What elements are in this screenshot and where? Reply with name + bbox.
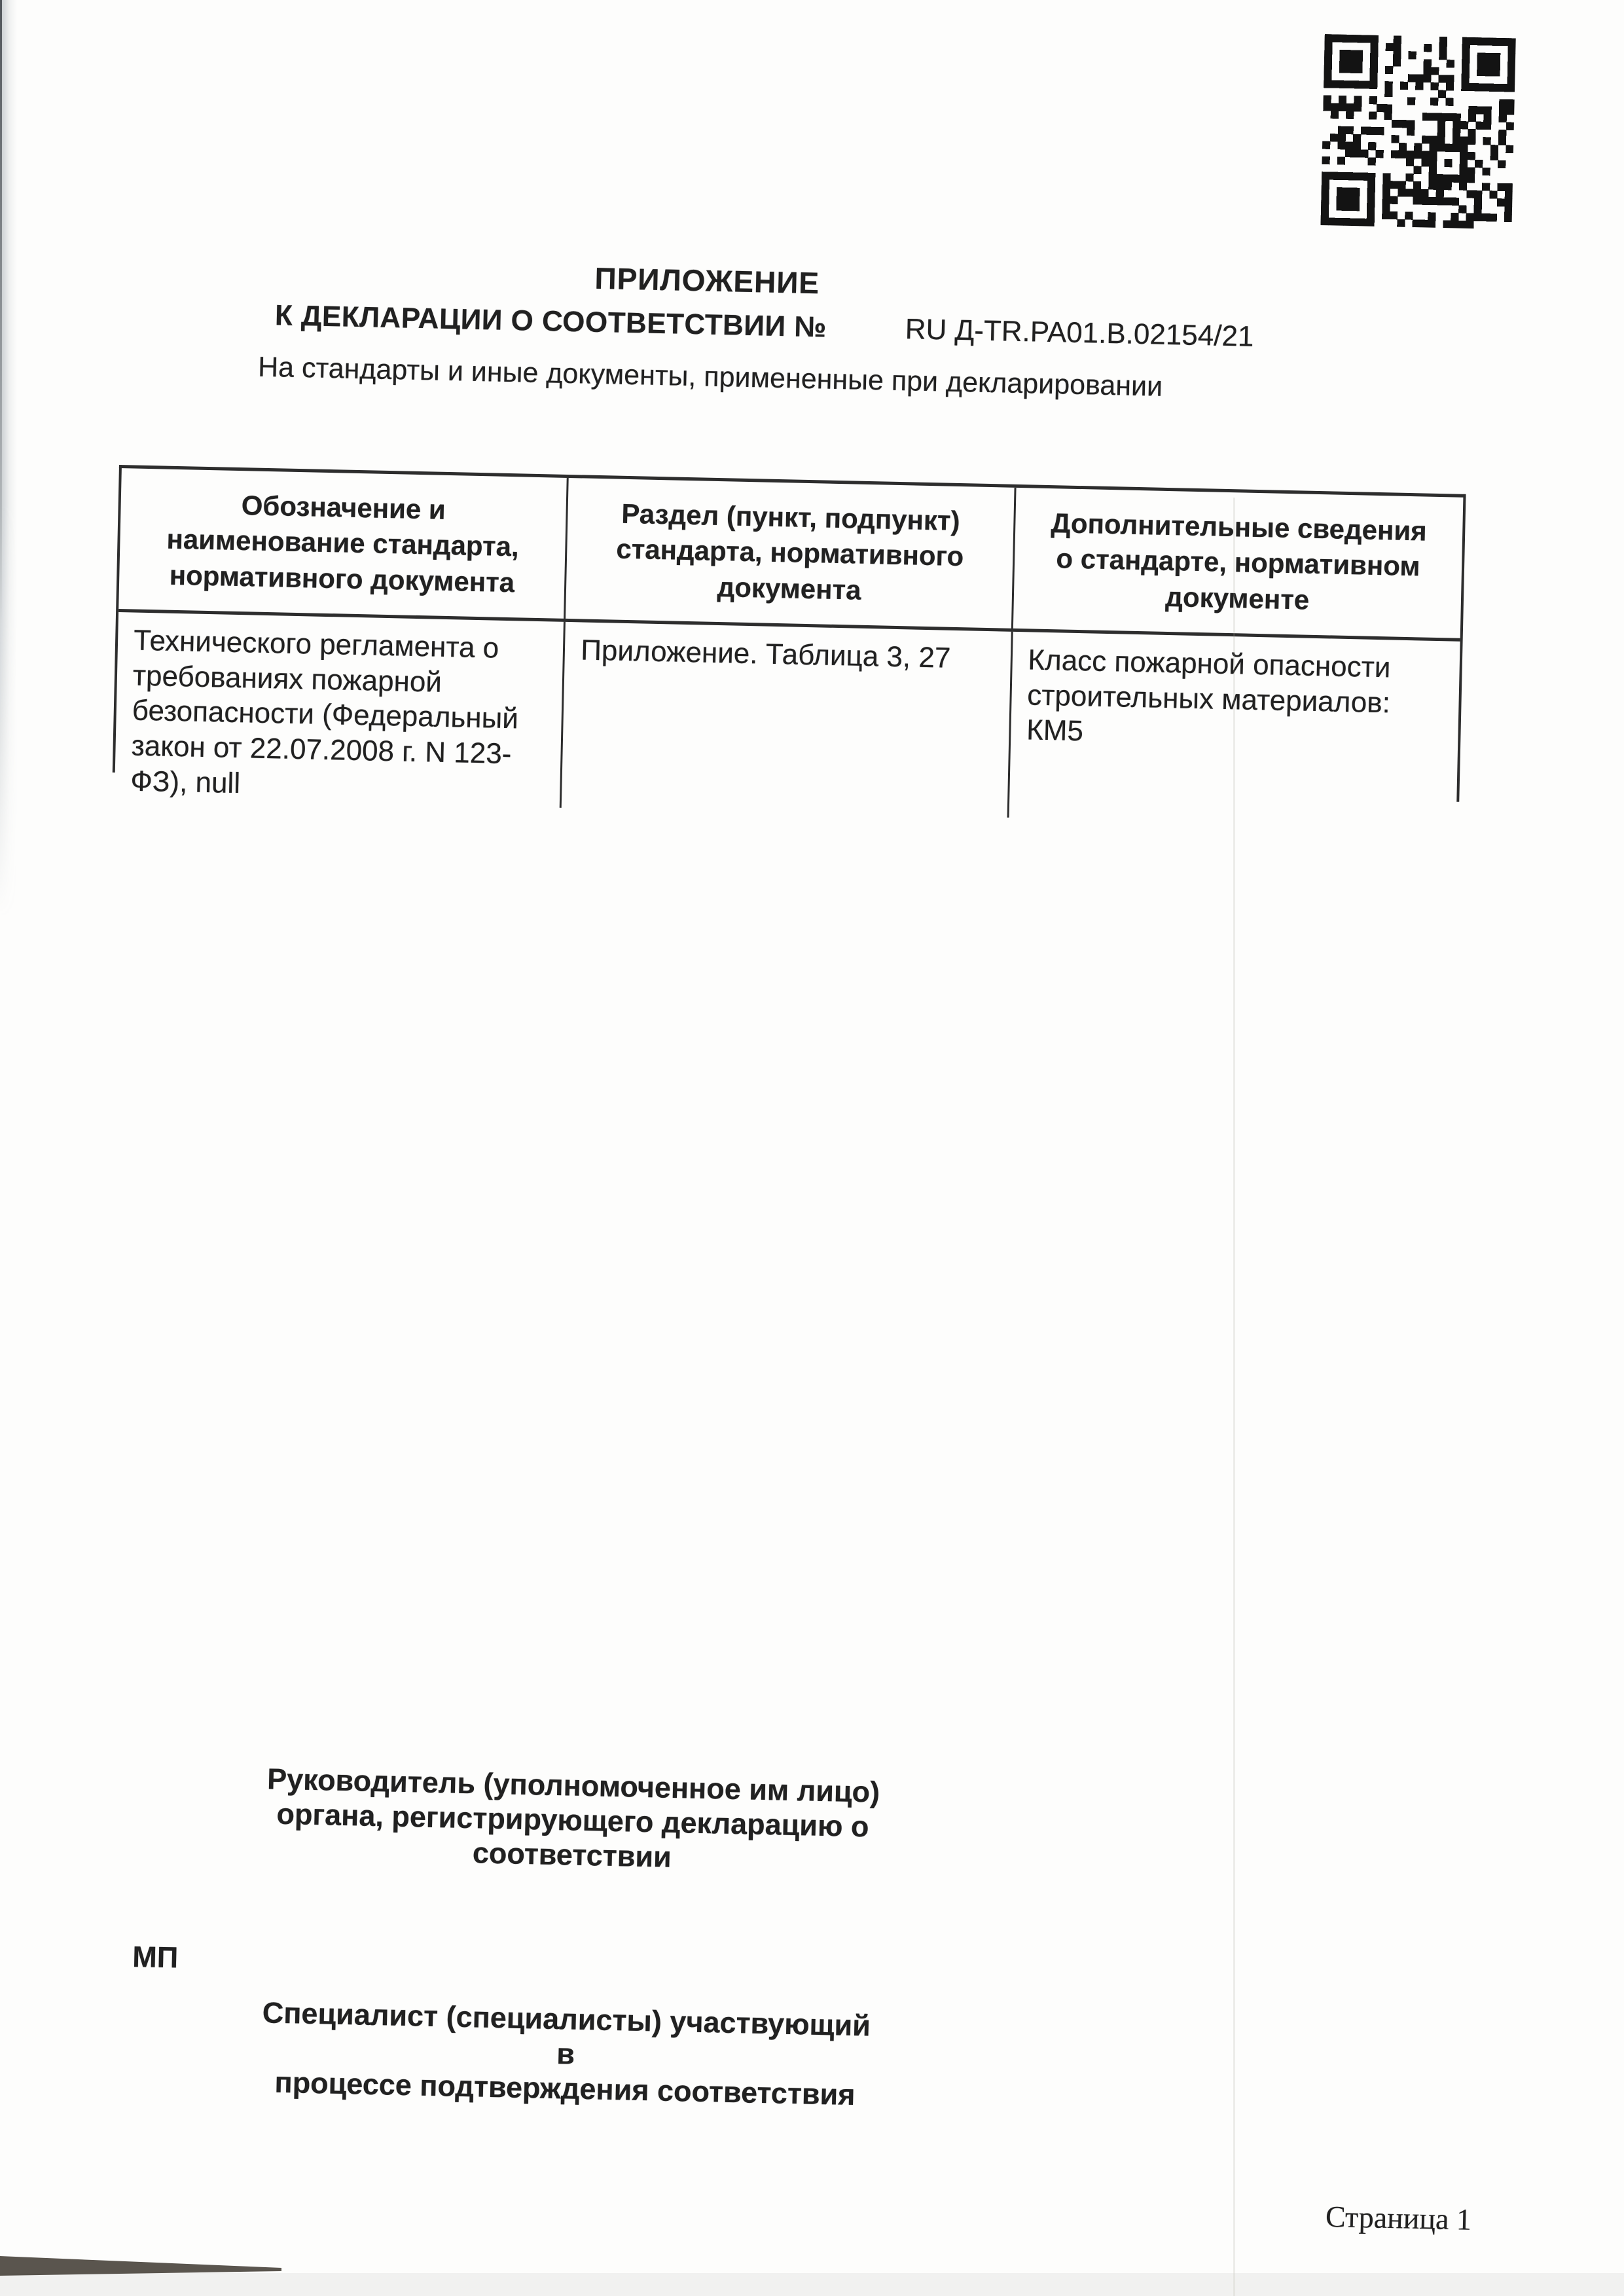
specialist-label: Специалист (специалисты) участвующий в процессе подтверждения соответствия bbox=[262, 1995, 871, 2112]
document-title: ПРИЛОЖЕНИЕ bbox=[594, 261, 820, 301]
column-header-section: Раздел (пункт, подпункт) стандарта, нормативного документа bbox=[566, 478, 1016, 632]
table-row-cell-section: Приложение. Таблица 3, 27 bbox=[562, 622, 1013, 818]
scan-artifact-left-line bbox=[0, 0, 2, 622]
table-row-cell-details: Класс пожарной опасности строительных материалов: КМ5 bbox=[1026, 644, 1391, 748]
declaration-number: RU Д-TR.PA01.B.02154/21 bbox=[905, 313, 1254, 353]
column-header-details: Дополнительные сведения о стандарте, нормативном документе bbox=[1013, 488, 1463, 642]
document-subtitle: На стандарты и иные документы, примененные при декларировании bbox=[257, 351, 1163, 403]
declaration-line bbox=[274, 299, 1254, 354]
standards-table bbox=[113, 465, 1466, 802]
qr-code-svg bbox=[1320, 34, 1515, 229]
column-header-standard: Обозначение и наименование стандарта, нормативного документа bbox=[118, 468, 569, 622]
scan-artifact-left-edge bbox=[0, 0, 17, 917]
head-signature-label: Руководитель (уполномоченное им лицо) органа, регистрирующего декларацию о соответствии bbox=[266, 1762, 880, 1874]
scan-artifact-bottom-wedge bbox=[0, 2251, 288, 2280]
table-row-cell-standard: Технического регламента о требованиях пожарной безопасности (Федеральный закон от 22.07.2008 г. N 123- ФЗ), null bbox=[115, 612, 566, 808]
page-number: Страница 1 bbox=[1325, 2199, 1472, 2236]
stamp-mark: МП bbox=[132, 1939, 179, 1975]
declaration-label: К ДЕКЛАРАЦИИ О СООТВЕТСТВИИ № bbox=[274, 299, 827, 344]
scan-artifact-crease bbox=[1233, 498, 1235, 2296]
qr-code-icon bbox=[1320, 34, 1515, 229]
